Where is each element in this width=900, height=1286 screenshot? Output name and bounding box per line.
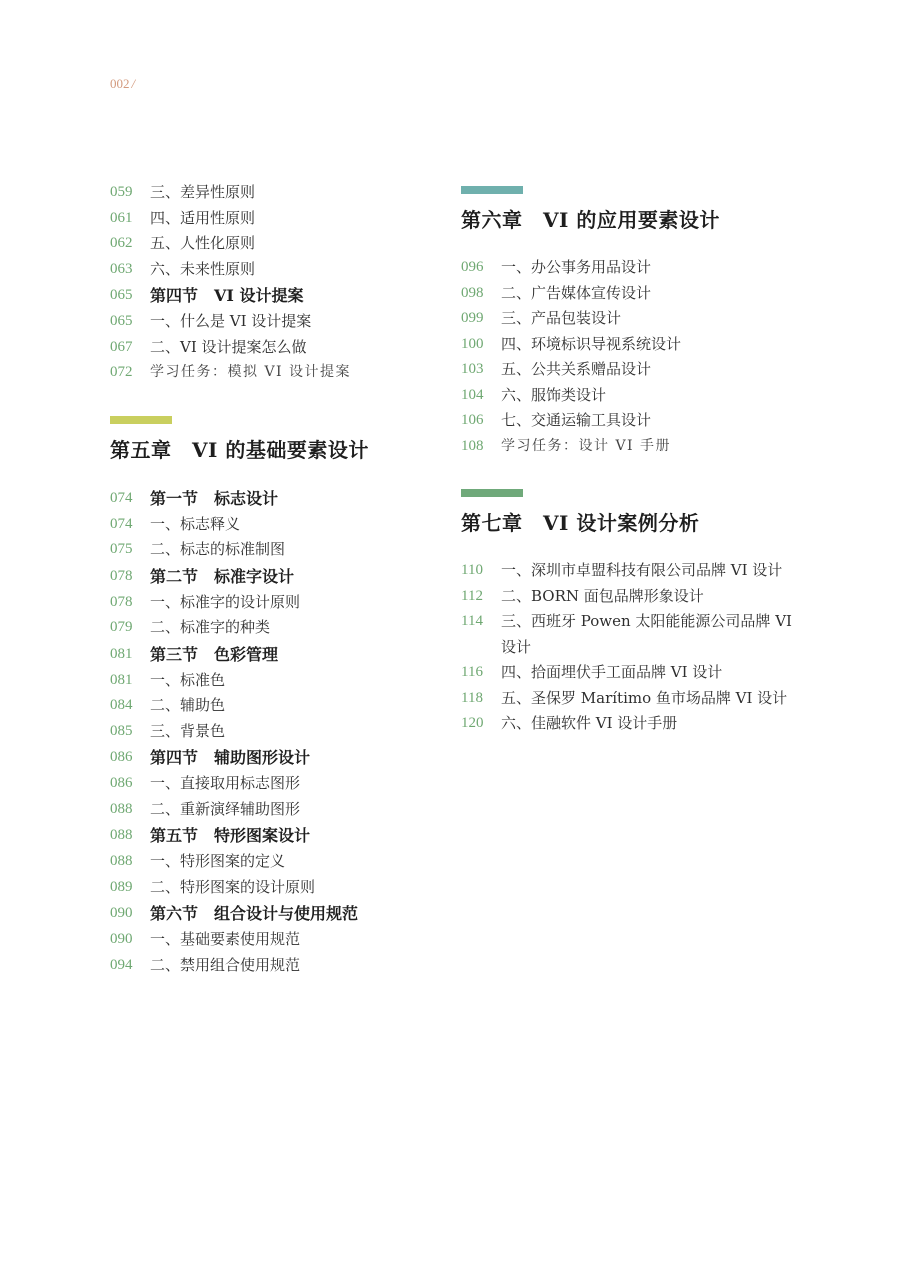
toc-entry[interactable] bbox=[110, 927, 440, 953]
toc-entry[interactable] bbox=[461, 255, 801, 281]
toc-entry[interactable] bbox=[461, 306, 801, 332]
chapter-6 bbox=[461, 186, 801, 459]
toc-entry[interactable] bbox=[461, 558, 801, 584]
toc-page-number: 061 bbox=[110, 209, 133, 226]
toc-entry-title: 二、BORN 面包品牌形象设计 bbox=[501, 586, 704, 605]
toc-entry-title: 学习任务：设计 VI 手册 bbox=[501, 437, 672, 454]
toc-page-number: 099 bbox=[461, 310, 484, 326]
toc-page-number: 081 bbox=[110, 645, 133, 662]
toc-entry-title: 一、标准色 bbox=[150, 670, 226, 689]
toc-page-number: 074 bbox=[110, 515, 133, 532]
toc-section-entry[interactable] bbox=[110, 744, 440, 771]
toc-entry-title: 二、特形图案的设计原则 bbox=[150, 877, 316, 896]
toc-entry[interactable] bbox=[461, 357, 801, 383]
toc-entry-title: 第二节 标准字设计 bbox=[150, 566, 295, 586]
toc-entry-title: 二、标准字的种类 bbox=[150, 618, 271, 636]
toc-entry-title: 第六节 组合设计与使用规范 bbox=[150, 904, 359, 923]
toc-top-entries bbox=[110, 180, 440, 386]
toc-entry[interactable] bbox=[461, 332, 801, 358]
toc-entry[interactable] bbox=[461, 281, 801, 307]
toc-page-number: 085 bbox=[110, 722, 133, 739]
toc-page-number: 104 bbox=[461, 386, 484, 403]
toc-entry[interactable] bbox=[110, 309, 440, 335]
toc-page-number: 098 bbox=[461, 284, 484, 301]
toc-page-number: 106 bbox=[461, 412, 484, 428]
toc-entry-title: 五、人性化原则 bbox=[150, 234, 256, 252]
toc-page-number: 108 bbox=[461, 437, 484, 454]
toc-entry-title: 第三节 色彩管理 bbox=[150, 644, 279, 664]
toc-entry-title: 一、标志释义 bbox=[150, 514, 241, 533]
toc-entry-title: 二、重新演绎辅助图形 bbox=[150, 799, 301, 818]
toc-page-number: 079 bbox=[110, 619, 133, 635]
chapter-5 bbox=[110, 416, 440, 979]
toc-page-number: 078 bbox=[110, 593, 133, 610]
toc-page-number: 078 bbox=[110, 567, 133, 584]
toc-page-number: 084 bbox=[110, 697, 133, 713]
toc-page-number: 065 bbox=[110, 287, 133, 303]
toc-page-number: 090 bbox=[110, 931, 133, 947]
toc-left-column bbox=[110, 180, 440, 978]
toc-page-number: 103 bbox=[461, 361, 484, 377]
toc-page-number: 100 bbox=[461, 335, 484, 352]
toc-entry-title: 二、VI 设计提案怎么做 bbox=[150, 337, 307, 356]
toc-page-number: 090 bbox=[110, 905, 133, 921]
toc-entry[interactable] bbox=[110, 512, 440, 538]
toc-section-entry[interactable] bbox=[110, 282, 440, 309]
toc-entry-title: 二、禁用组合使用规范 bbox=[150, 955, 301, 974]
toc-page-number: 062 bbox=[110, 235, 133, 251]
chapter-6-entries bbox=[461, 255, 801, 459]
toc-entry-title: 四、拾面埋伏手工面品牌 VI 设计 bbox=[501, 663, 723, 681]
toc-entry[interactable] bbox=[110, 668, 440, 694]
toc-page-number: 114 bbox=[461, 613, 483, 629]
toc-page-number: 116 bbox=[461, 664, 483, 680]
chapter-6-color-bar bbox=[461, 186, 523, 194]
chapter-6-title: 第六章 VI 的应用要素设计 bbox=[461, 208, 720, 232]
toc-section-entry[interactable] bbox=[110, 641, 440, 668]
toc-section-entry[interactable] bbox=[110, 563, 440, 590]
toc-page-number: 096 bbox=[461, 259, 484, 275]
toc-entry[interactable] bbox=[461, 609, 801, 660]
toc-entry-title: 六、未来性原则 bbox=[150, 259, 256, 278]
toc-page-number: 120 bbox=[461, 715, 484, 731]
toc-entry[interactable] bbox=[461, 711, 801, 737]
toc-page-number: 074 bbox=[110, 489, 133, 506]
toc-entry[interactable] bbox=[110, 537, 440, 563]
toc-page-number: 118 bbox=[461, 689, 483, 706]
toc-page-number: 059 bbox=[110, 184, 133, 200]
toc-page-number: 094 bbox=[110, 956, 133, 973]
toc-entry-title: 一、特形图案的定义 bbox=[150, 852, 286, 870]
toc-entry-title: 六、服饰类设计 bbox=[501, 385, 607, 404]
toc-entry[interactable] bbox=[110, 615, 440, 641]
chapter-7-color-bar bbox=[461, 489, 523, 497]
toc-entry[interactable] bbox=[110, 953, 440, 979]
page-number bbox=[110, 76, 135, 92]
toc-page-number: 086 bbox=[110, 749, 133, 765]
toc-entry-title: 三、西班牙 Powen 太阳能能源公司品牌 VI 设计 bbox=[501, 612, 792, 656]
toc-entry-title: 三、背景色 bbox=[150, 721, 226, 740]
chapter-7 bbox=[461, 489, 801, 737]
toc-entry[interactable] bbox=[110, 771, 440, 797]
toc-entry-title: 五、圣保罗 Marítimo 鱼市场品牌 VI 设计 bbox=[501, 688, 788, 707]
page-number-slash: / bbox=[131, 76, 136, 91]
toc-entry-title: 二、标志的标准制图 bbox=[150, 540, 286, 558]
toc-entry[interactable] bbox=[461, 686, 801, 712]
page-number-value: 002 bbox=[110, 76, 130, 91]
toc-entry-title: 一、办公事务用品设计 bbox=[501, 258, 652, 276]
chapter-5-color-bar bbox=[110, 416, 172, 424]
toc-entry-title: 二、广告媒体宣传设计 bbox=[501, 283, 652, 302]
toc-entry[interactable] bbox=[461, 660, 801, 686]
toc-entry[interactable] bbox=[110, 693, 440, 719]
toc-task-entry[interactable] bbox=[110, 360, 440, 386]
toc-entry[interactable] bbox=[110, 590, 440, 616]
toc-entry[interactable] bbox=[110, 797, 440, 823]
chapter-5-title: 第五章 VI 的基础要素设计 bbox=[110, 437, 369, 462]
toc-entry[interactable] bbox=[110, 719, 440, 745]
toc-entry-title: 四、环境标识导视系统设计 bbox=[501, 334, 682, 353]
toc-entry[interactable] bbox=[110, 849, 440, 875]
toc-entry[interactable] bbox=[461, 383, 801, 409]
toc-entry-title: 二、辅助色 bbox=[150, 696, 226, 714]
toc-page-number: 088 bbox=[110, 827, 133, 843]
toc-entry-title: 一、深圳市卓盟科技有限公司品牌 VI 设计 bbox=[501, 561, 783, 579]
toc-page-number: 089 bbox=[110, 878, 133, 895]
toc-entry[interactable] bbox=[110, 335, 440, 361]
toc-entry-title: 一、什么是 VI 设计提案 bbox=[150, 312, 312, 330]
toc-section-entry[interactable] bbox=[110, 900, 440, 927]
toc-entry-title: 一、标准字的设计原则 bbox=[150, 592, 301, 611]
toc-entry-title: 第四节 辅助图形设计 bbox=[150, 748, 311, 767]
toc-entry[interactable] bbox=[461, 584, 801, 610]
toc-entry[interactable] bbox=[110, 206, 440, 232]
toc-page-number: 072 bbox=[110, 364, 133, 380]
toc-entry-title: 四、适用性原则 bbox=[150, 208, 256, 227]
toc-page-number: 086 bbox=[110, 775, 133, 791]
toc-right-column bbox=[461, 180, 801, 737]
toc-page-number: 075 bbox=[110, 541, 133, 557]
toc-entry-title: 第一节 标志设计 bbox=[150, 488, 279, 508]
toc-entry[interactable] bbox=[110, 180, 440, 206]
chapter-5-entries bbox=[110, 485, 440, 979]
toc-page-number: 067 bbox=[110, 338, 133, 355]
toc-page-number: 112 bbox=[461, 587, 483, 604]
toc-entry-title: 三、产品包装设计 bbox=[501, 309, 622, 327]
toc-entry-title: 五、公共关系赠品设计 bbox=[501, 360, 652, 378]
toc-entry[interactable] bbox=[110, 257, 440, 283]
toc-page-number: 065 bbox=[110, 313, 133, 329]
toc-entry-title: 六、佳融软件 VI 设计手册 bbox=[501, 714, 678, 732]
toc-task-entry[interactable] bbox=[461, 434, 801, 460]
chapter-7-entries bbox=[461, 558, 801, 737]
toc-entry-title: 学习任务：模拟 VI 设计提案 bbox=[150, 364, 352, 380]
toc-page-number: 081 bbox=[110, 671, 133, 688]
toc-page-number: 110 bbox=[461, 562, 483, 578]
toc-entry-title: 第四节 VI 设计提案 bbox=[150, 286, 304, 305]
toc-page-number: 063 bbox=[110, 260, 133, 277]
toc-entry[interactable] bbox=[110, 875, 440, 901]
toc-entry-title: 第五节 特形图案设计 bbox=[150, 826, 311, 845]
toc-entry-title: 七、交通运输工具设计 bbox=[501, 411, 652, 429]
toc-entry-title: 一、基础要素使用规范 bbox=[150, 930, 301, 948]
toc-entry-title: 一、直接取用标志图形 bbox=[150, 774, 301, 792]
toc-section-entry[interactable] bbox=[110, 822, 440, 849]
toc-page-number: 088 bbox=[110, 853, 133, 869]
toc-page-number: 088 bbox=[110, 800, 133, 817]
chapter-7-title: 第七章 VI 设计案例分析 bbox=[461, 511, 700, 535]
toc-entry-title: 三、差异性原则 bbox=[150, 183, 256, 201]
toc-section-entry[interactable] bbox=[110, 485, 440, 512]
toc-entry[interactable] bbox=[110, 231, 440, 257]
toc-entry[interactable] bbox=[461, 408, 801, 434]
